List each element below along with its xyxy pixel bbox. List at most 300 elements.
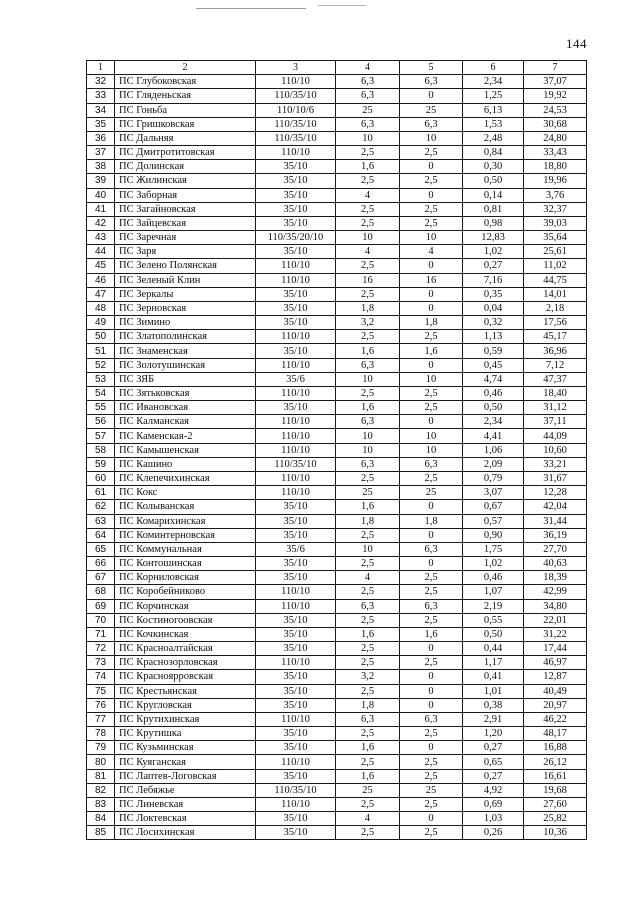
transformer-capacity-2-cell: 25 <box>400 103 463 117</box>
table-row <box>87 500 587 514</box>
table-row <box>87 797 587 811</box>
load-percent-cell: 26,12 <box>524 755 587 769</box>
table-row <box>87 627 587 641</box>
table-row <box>87 812 587 826</box>
voltage-class-cell: 35/10 <box>256 202 336 216</box>
transformer-capacity-2-cell: 2,5 <box>400 585 463 599</box>
load-value-cell: 0,35 <box>463 287 524 301</box>
transformer-capacity-1-cell: 2,5 <box>336 471 400 485</box>
table-row <box>87 457 587 471</box>
load-percent-cell: 31,12 <box>524 401 587 415</box>
table-row <box>87 613 587 627</box>
column-number-1: 1 <box>87 61 115 75</box>
substation-name-cell: ПС Гоньба <box>115 103 256 117</box>
load-percent-cell: 12,28 <box>524 486 587 500</box>
transformer-capacity-1-cell: 10 <box>336 443 400 457</box>
row-number-cell: 50 <box>87 330 115 344</box>
transformer-capacity-1-cell: 6,3 <box>336 457 400 471</box>
substation-name-cell: ПС Дмитротитовская <box>115 146 256 160</box>
table-row <box>87 514 587 528</box>
table-row <box>87 642 587 656</box>
transformer-capacity-1-cell: 2,5 <box>336 684 400 698</box>
transformer-capacity-1-cell: 3,2 <box>336 316 400 330</box>
table-row <box>87 301 587 315</box>
load-percent-cell: 27,70 <box>524 542 587 556</box>
transformer-capacity-1-cell: 2,5 <box>336 585 400 599</box>
column-number-4: 4 <box>336 61 400 75</box>
substation-name-cell: ПС Красноалтайская <box>115 642 256 656</box>
voltage-class-cell: 110/10 <box>256 273 336 287</box>
load-value-cell: 3,07 <box>463 486 524 500</box>
load-percent-cell: 40,49 <box>524 684 587 698</box>
voltage-class-cell: 35/10 <box>256 571 336 585</box>
table-row <box>87 698 587 712</box>
load-value-cell: 0,44 <box>463 642 524 656</box>
transformer-capacity-1-cell: 6,3 <box>336 75 400 89</box>
substation-name-cell: ПС Кузьминская <box>115 741 256 755</box>
transformer-capacity-2-cell: 0 <box>400 500 463 514</box>
substation-name-cell: ПС Колыванская <box>115 500 256 514</box>
transformer-capacity-2-cell: 6,3 <box>400 457 463 471</box>
load-value-cell: 2,91 <box>463 712 524 726</box>
row-number-cell: 66 <box>87 557 115 571</box>
substation-name-cell: ПС Златополинская <box>115 330 256 344</box>
table-row <box>87 542 587 556</box>
row-number-cell: 71 <box>87 627 115 641</box>
substation-name-cell: ПС Зерновская <box>115 301 256 315</box>
transformer-capacity-1-cell: 10 <box>336 429 400 443</box>
load-value-cell: 2,19 <box>463 599 524 613</box>
load-percent-cell: 27,60 <box>524 797 587 811</box>
load-value-cell: 1,13 <box>463 330 524 344</box>
table-row <box>87 684 587 698</box>
transformer-capacity-2-cell: 2,5 <box>400 727 463 741</box>
substation-name-cell: ПС Зеленый Клин <box>115 273 256 287</box>
row-number-cell: 45 <box>87 259 115 273</box>
transformer-capacity-1-cell: 6,3 <box>336 89 400 103</box>
voltage-class-cell: 35/10 <box>256 316 336 330</box>
voltage-class-cell: 35/10 <box>256 174 336 188</box>
load-percent-cell: 2,18 <box>524 301 587 315</box>
load-value-cell: 0,50 <box>463 174 524 188</box>
voltage-class-cell: 35/10 <box>256 557 336 571</box>
transformer-capacity-2-cell: 0 <box>400 528 463 542</box>
table-row <box>87 372 587 386</box>
voltage-class-cell: 110/10 <box>256 386 336 400</box>
table-row <box>87 429 587 443</box>
table-row <box>87 146 587 160</box>
table-row <box>87 656 587 670</box>
load-value-cell: 4,41 <box>463 429 524 443</box>
substation-name-cell: ПС Костиногоовская <box>115 613 256 627</box>
load-value-cell: 0,50 <box>463 627 524 641</box>
voltage-class-cell: 35/10 <box>256 245 336 259</box>
transformer-capacity-2-cell: 10 <box>400 372 463 386</box>
substation-name-cell: ПС Лебяжье <box>115 783 256 797</box>
load-value-cell: 1,03 <box>463 812 524 826</box>
transformer-capacity-2-cell: 2,5 <box>400 146 463 160</box>
transformer-capacity-1-cell: 2,5 <box>336 216 400 230</box>
load-value-cell: 0,46 <box>463 386 524 400</box>
substation-name-cell: ПС Заборная <box>115 188 256 202</box>
substation-name-cell: ПС Красноярровская <box>115 670 256 684</box>
voltage-class-cell: 35/10 <box>256 727 336 741</box>
substation-name-cell: ПС Клепечихинская <box>115 471 256 485</box>
load-percent-cell: 45,17 <box>524 330 587 344</box>
transformer-capacity-2-cell: 2,5 <box>400 330 463 344</box>
voltage-class-cell: 35/10 <box>256 401 336 415</box>
transformer-capacity-2-cell: 6,3 <box>400 75 463 89</box>
transformer-capacity-1-cell: 10 <box>336 131 400 145</box>
transformer-capacity-2-cell: 0 <box>400 160 463 174</box>
transformer-capacity-2-cell: 25 <box>400 486 463 500</box>
table-row <box>87 216 587 230</box>
voltage-class-cell: 35/10 <box>256 812 336 826</box>
load-value-cell: 0,79 <box>463 471 524 485</box>
substation-name-cell: ПС Знаменская <box>115 344 256 358</box>
page-number: 144 <box>566 36 587 51</box>
scan-artifact-line <box>196 8 306 9</box>
load-percent-cell: 39,03 <box>524 216 587 230</box>
table-row <box>87 344 587 358</box>
transformer-capacity-1-cell: 4 <box>336 571 400 585</box>
voltage-class-cell: 110/10 <box>256 585 336 599</box>
voltage-class-cell: 110/10 <box>256 358 336 372</box>
transformer-capacity-1-cell: 1,6 <box>336 741 400 755</box>
load-percent-cell: 7,12 <box>524 358 587 372</box>
transformer-capacity-1-cell: 2,5 <box>336 656 400 670</box>
table-row <box>87 741 587 755</box>
load-percent-cell: 34,80 <box>524 599 587 613</box>
voltage-class-cell: 110/10 <box>256 443 336 457</box>
substation-name-cell: ПС Крутишка <box>115 727 256 741</box>
transformer-capacity-2-cell: 0 <box>400 642 463 656</box>
transformer-capacity-1-cell: 1,8 <box>336 698 400 712</box>
load-percent-cell: 10,60 <box>524 443 587 457</box>
table-row <box>87 174 587 188</box>
load-value-cell: 0,26 <box>463 826 524 840</box>
substation-name-cell: ПС Куяганская <box>115 755 256 769</box>
transformer-capacity-2-cell: 0 <box>400 89 463 103</box>
load-percent-cell: 24,53 <box>524 103 587 117</box>
voltage-class-cell: 35/6 <box>256 372 336 386</box>
load-percent-cell: 18,80 <box>524 160 587 174</box>
transformer-capacity-2-cell: 6,3 <box>400 542 463 556</box>
voltage-class-cell: 35/10 <box>256 741 336 755</box>
load-value-cell: 1,53 <box>463 117 524 131</box>
transformer-capacity-2-cell: 25 <box>400 783 463 797</box>
load-value-cell: 1,02 <box>463 245 524 259</box>
table-row <box>87 769 587 783</box>
load-percent-cell: 30,68 <box>524 117 587 131</box>
row-number-cell: 51 <box>87 344 115 358</box>
voltage-class-cell: 35/10 <box>256 528 336 542</box>
substation-name-cell: ПС Дальняя <box>115 131 256 145</box>
load-percent-cell: 46,97 <box>524 656 587 670</box>
transformer-capacity-1-cell: 2,5 <box>336 797 400 811</box>
transformer-capacity-2-cell: 4 <box>400 245 463 259</box>
substation-name-cell: ПС Линевская <box>115 797 256 811</box>
load-value-cell: 4,74 <box>463 372 524 386</box>
row-number-cell: 38 <box>87 160 115 174</box>
table-row <box>87 330 587 344</box>
row-number-cell: 62 <box>87 500 115 514</box>
load-value-cell: 1,75 <box>463 542 524 556</box>
column-number-7: 7 <box>524 61 587 75</box>
load-percent-cell: 16,88 <box>524 741 587 755</box>
row-number-cell: 37 <box>87 146 115 160</box>
voltage-class-cell: 35/10 <box>256 500 336 514</box>
table-row <box>87 103 587 117</box>
load-value-cell: 6,13 <box>463 103 524 117</box>
load-value-cell: 0,55 <box>463 613 524 627</box>
row-number-cell: 81 <box>87 769 115 783</box>
transformer-capacity-1-cell: 1,6 <box>336 500 400 514</box>
transformer-capacity-2-cell: 2,5 <box>400 471 463 485</box>
substation-name-cell: ПС Ивановская <box>115 401 256 415</box>
transformer-capacity-2-cell: 0 <box>400 259 463 273</box>
row-number-cell: 43 <box>87 231 115 245</box>
table-row <box>87 471 587 485</box>
row-number-cell: 77 <box>87 712 115 726</box>
load-value-cell: 1,25 <box>463 89 524 103</box>
load-percent-cell: 14,01 <box>524 287 587 301</box>
transformer-capacity-1-cell: 4 <box>336 245 400 259</box>
load-value-cell: 2,48 <box>463 131 524 145</box>
table-row <box>87 571 587 585</box>
transformer-capacity-2-cell: 0 <box>400 741 463 755</box>
table-row <box>87 259 587 273</box>
substation-name-cell: ПС Коминтерновская <box>115 528 256 542</box>
transformer-capacity-1-cell: 1,8 <box>336 301 400 315</box>
load-value-cell: 0,27 <box>463 741 524 755</box>
table-row <box>87 245 587 259</box>
voltage-class-cell: 110/10 <box>256 415 336 429</box>
transformer-capacity-1-cell: 25 <box>336 486 400 500</box>
transformer-capacity-1-cell: 1,6 <box>336 344 400 358</box>
row-number-cell: 35 <box>87 117 115 131</box>
voltage-class-cell: 35/10 <box>256 344 336 358</box>
load-value-cell: 1,20 <box>463 727 524 741</box>
transformer-capacity-1-cell: 6,3 <box>336 117 400 131</box>
voltage-class-cell: 110/10 <box>256 486 336 500</box>
load-percent-cell: 17,44 <box>524 642 587 656</box>
transformer-capacity-2-cell: 10 <box>400 231 463 245</box>
substation-name-cell: ПС Комарихинская <box>115 514 256 528</box>
voltage-class-cell: 110/10 <box>256 75 336 89</box>
transformer-capacity-2-cell: 2,5 <box>400 797 463 811</box>
row-number-cell: 54 <box>87 386 115 400</box>
transformer-capacity-2-cell: 0 <box>400 812 463 826</box>
table-row <box>87 557 587 571</box>
transformer-capacity-2-cell: 10 <box>400 429 463 443</box>
row-number-cell: 49 <box>87 316 115 330</box>
transformer-capacity-1-cell: 1,6 <box>336 769 400 783</box>
voltage-class-cell: 35/10 <box>256 188 336 202</box>
table-row <box>87 202 587 216</box>
transformer-capacity-2-cell: 1,6 <box>400 344 463 358</box>
table-row <box>87 75 587 89</box>
substation-name-cell: ПС Зелено Полянская <box>115 259 256 273</box>
column-number-3: 3 <box>256 61 336 75</box>
transformer-capacity-2-cell: 1,8 <box>400 514 463 528</box>
transformer-capacity-1-cell: 6,3 <box>336 358 400 372</box>
transformer-capacity-2-cell: 6,3 <box>400 117 463 131</box>
table-row <box>87 188 587 202</box>
column-number-6: 6 <box>463 61 524 75</box>
substation-name-cell: ПС Загайновская <box>115 202 256 216</box>
transformer-capacity-1-cell: 2,5 <box>336 557 400 571</box>
load-value-cell: 0,69 <box>463 797 524 811</box>
load-percent-cell: 24,80 <box>524 131 587 145</box>
transformer-capacity-1-cell: 6,3 <box>336 599 400 613</box>
transformer-capacity-2-cell: 0 <box>400 358 463 372</box>
row-number-cell: 64 <box>87 528 115 542</box>
substation-name-cell: ПС Зятьковская <box>115 386 256 400</box>
voltage-class-cell: 110/35/10 <box>256 89 336 103</box>
row-number-cell: 42 <box>87 216 115 230</box>
row-number-cell: 47 <box>87 287 115 301</box>
voltage-class-cell: 110/10 <box>256 471 336 485</box>
load-percent-cell: 35,64 <box>524 231 587 245</box>
table-row <box>87 783 587 797</box>
load-value-cell: 0,50 <box>463 401 524 415</box>
table-row <box>87 131 587 145</box>
row-number-cell: 59 <box>87 457 115 471</box>
table-row <box>87 443 587 457</box>
transformer-capacity-1-cell: 2,5 <box>336 202 400 216</box>
load-percent-cell: 17,56 <box>524 316 587 330</box>
load-value-cell: 0,32 <box>463 316 524 330</box>
voltage-class-cell: 35/10 <box>256 514 336 528</box>
substation-name-cell: ПС Кругловская <box>115 698 256 712</box>
row-number-cell: 65 <box>87 542 115 556</box>
substation-name-cell: ПС Корниловская <box>115 571 256 585</box>
load-percent-cell: 11,02 <box>524 259 587 273</box>
load-percent-cell: 37,07 <box>524 75 587 89</box>
voltage-class-cell: 35/10 <box>256 684 336 698</box>
load-value-cell: 0,81 <box>463 202 524 216</box>
load-value-cell: 0,90 <box>463 528 524 542</box>
substation-name-cell: ПС Корчинская <box>115 599 256 613</box>
row-number-cell: 79 <box>87 741 115 755</box>
transformer-capacity-2-cell: 2,5 <box>400 826 463 840</box>
transformer-capacity-2-cell: 0 <box>400 287 463 301</box>
load-value-cell: 1,02 <box>463 557 524 571</box>
voltage-class-cell: 110/10 <box>256 259 336 273</box>
transformer-capacity-2-cell: 0 <box>400 301 463 315</box>
transformer-capacity-1-cell: 1,6 <box>336 401 400 415</box>
column-number-row <box>87 61 587 75</box>
load-percent-cell: 16,61 <box>524 769 587 783</box>
substation-name-cell: ПС Локтевская <box>115 812 256 826</box>
table-row <box>87 415 587 429</box>
load-value-cell: 0,59 <box>463 344 524 358</box>
voltage-class-cell: 110/10 <box>256 797 336 811</box>
substation-name-cell: ПС Кашино <box>115 457 256 471</box>
voltage-class-cell: 35/10 <box>256 613 336 627</box>
substation-name-cell: ПС Глубоковская <box>115 75 256 89</box>
table-row <box>87 316 587 330</box>
row-number-cell: 85 <box>87 826 115 840</box>
transformer-capacity-1-cell: 4 <box>336 188 400 202</box>
voltage-class-cell: 35/6 <box>256 542 336 556</box>
row-number-cell: 34 <box>87 103 115 117</box>
load-value-cell: 12,83 <box>463 231 524 245</box>
voltage-class-cell: 35/10 <box>256 216 336 230</box>
transformer-capacity-2-cell: 2,5 <box>400 202 463 216</box>
substation-name-cell: ПС Зайцевская <box>115 216 256 230</box>
substation-name-cell: ПС Кокс <box>115 486 256 500</box>
transformer-capacity-2-cell: 2,5 <box>400 755 463 769</box>
load-percent-cell: 18,39 <box>524 571 587 585</box>
row-number-cell: 78 <box>87 727 115 741</box>
voltage-class-cell: 35/10 <box>256 301 336 315</box>
load-value-cell: 0,98 <box>463 216 524 230</box>
transformer-capacity-1-cell: 2,5 <box>336 826 400 840</box>
table-row <box>87 117 587 131</box>
load-percent-cell: 47,37 <box>524 372 587 386</box>
scan-artifact-line <box>318 5 366 6</box>
load-percent-cell: 44,09 <box>524 429 587 443</box>
table-row <box>87 599 587 613</box>
row-number-cell: 72 <box>87 642 115 656</box>
load-percent-cell: 22,01 <box>524 613 587 627</box>
load-value-cell: 1,17 <box>463 656 524 670</box>
transformer-capacity-1-cell: 25 <box>336 103 400 117</box>
voltage-class-cell: 110/10 <box>256 330 336 344</box>
load-value-cell: 2,34 <box>463 415 524 429</box>
voltage-class-cell: 35/10 <box>256 287 336 301</box>
transformer-capacity-2-cell: 2,5 <box>400 386 463 400</box>
table-row <box>87 160 587 174</box>
substation-name-cell: ПС Кочкинская <box>115 627 256 641</box>
load-percent-cell: 42,99 <box>524 585 587 599</box>
voltage-class-cell: 35/10 <box>256 642 336 656</box>
row-number-cell: 73 <box>87 656 115 670</box>
voltage-class-cell: 35/10 <box>256 698 336 712</box>
load-value-cell: 4,92 <box>463 783 524 797</box>
table-row <box>87 585 587 599</box>
row-number-cell: 40 <box>87 188 115 202</box>
substation-name-cell: ПС ЗЯБ <box>115 372 256 386</box>
load-value-cell: 0,46 <box>463 571 524 585</box>
transformer-capacity-2-cell: 2,5 <box>400 401 463 415</box>
row-number-cell: 74 <box>87 670 115 684</box>
load-value-cell: 0,67 <box>463 500 524 514</box>
table-row <box>87 231 587 245</box>
load-percent-cell: 31,67 <box>524 471 587 485</box>
substation-name-cell: ПС Коммунальная <box>115 542 256 556</box>
transformer-capacity-1-cell: 6,3 <box>336 415 400 429</box>
substation-name-cell: ПС Заря <box>115 245 256 259</box>
row-number-cell: 67 <box>87 571 115 585</box>
transformer-capacity-2-cell: 0 <box>400 684 463 698</box>
substation-name-cell: ПС Каменская-2 <box>115 429 256 443</box>
transformer-capacity-1-cell: 10 <box>336 542 400 556</box>
voltage-class-cell: 110/10/6 <box>256 103 336 117</box>
voltage-class-cell: 35/10 <box>256 670 336 684</box>
table-row <box>87 486 587 500</box>
row-number-cell: 58 <box>87 443 115 457</box>
load-percent-cell: 10,36 <box>524 826 587 840</box>
substation-name-cell: ПС Крестьянская <box>115 684 256 698</box>
row-number-cell: 69 <box>87 599 115 613</box>
load-percent-cell: 25,82 <box>524 812 587 826</box>
substation-name-cell: ПС Камышенская <box>115 443 256 457</box>
substation-name-cell: ПС Заречная <box>115 231 256 245</box>
load-value-cell: 0,45 <box>463 358 524 372</box>
